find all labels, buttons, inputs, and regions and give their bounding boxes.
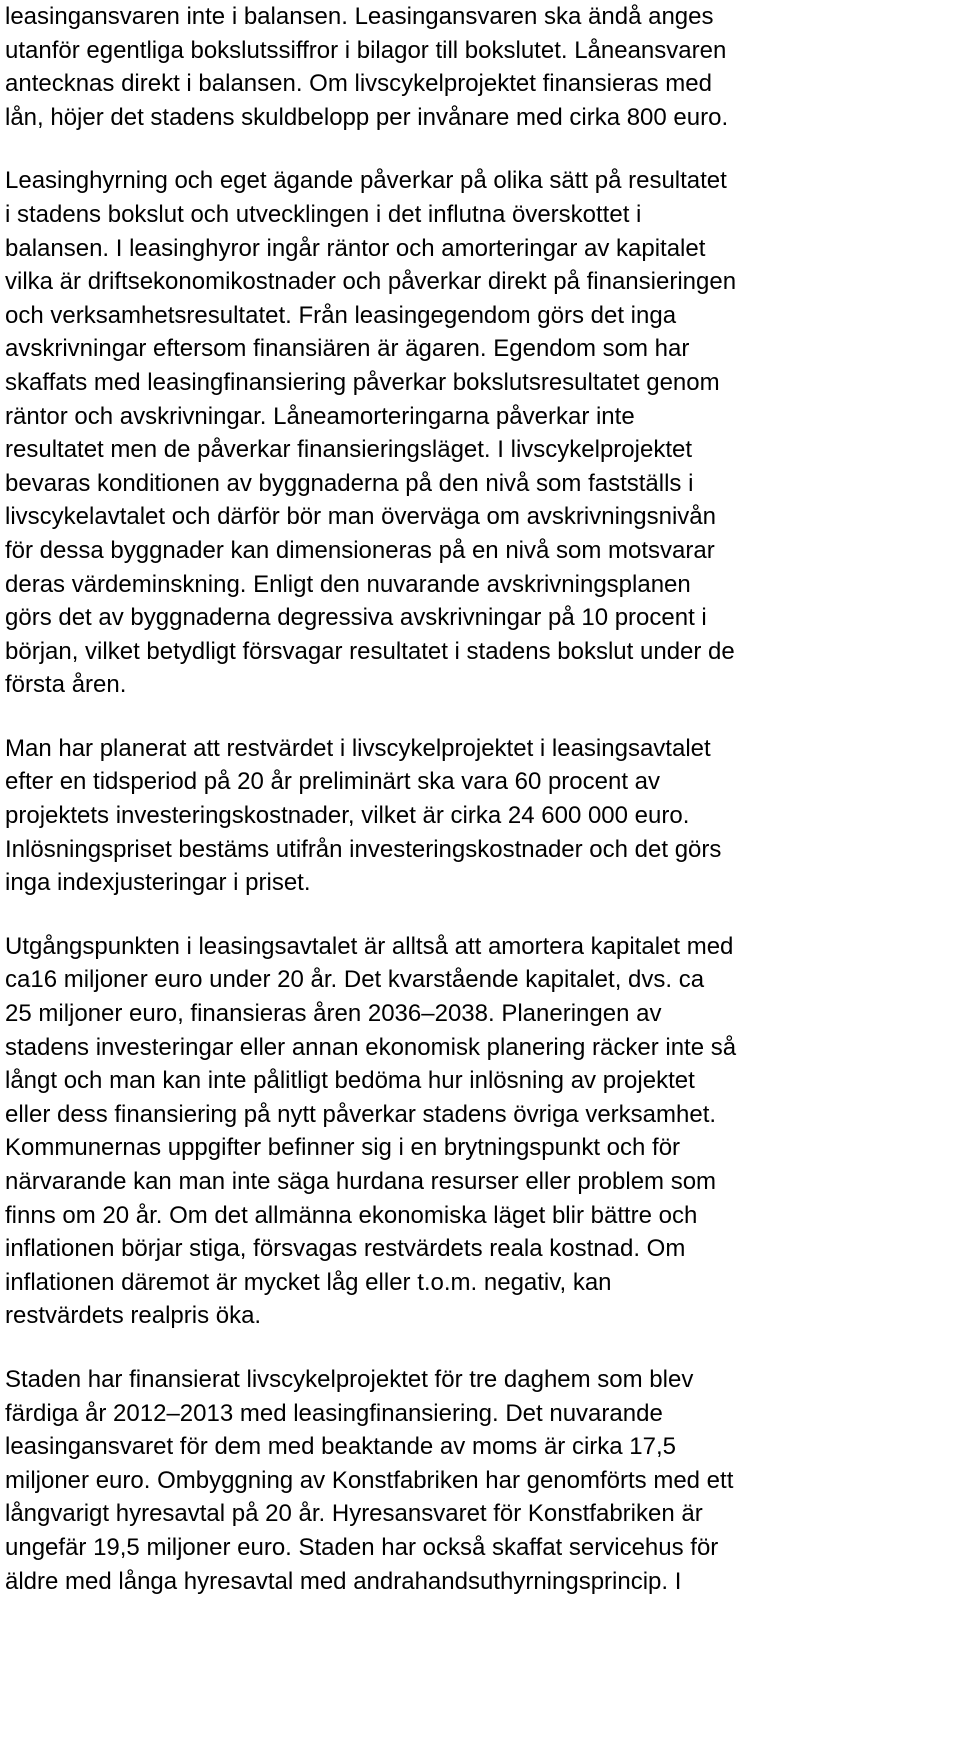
text-line: resultatet men de påverkar finansieringsläget. I livscykelprojektet bbox=[5, 436, 692, 464]
paragraph-balance-sheet bbox=[5, 0, 960, 134]
text-line: 25 miljoner euro, finansieras åren 2036–2038. Planeringen av bbox=[5, 1000, 662, 1028]
text-line: vilka är driftsekonomikostnader och påverkar direkt på finansieringen bbox=[5, 268, 737, 296]
text-line: Kommunernas uppgifter befinner sig i en brytningspunkt och för bbox=[5, 1134, 681, 1162]
text-line: livscykelavtalet och därför bör man överväga om avskrivningsnivån bbox=[5, 503, 716, 531]
text-line: avskrivningar eftersom finansiären är ägaren. Egendom som har bbox=[5, 335, 690, 363]
text-line: restvärdets realpris öka. bbox=[5, 1302, 262, 1330]
text-line: Man har planerat att restvärdet i livscykelprojektet i leasingsavtalet bbox=[5, 734, 711, 762]
paragraph-starting-point bbox=[5, 930, 960, 1333]
text-line: skaffats med leasingfinansiering påverkar bokslutsresultatet genom bbox=[5, 368, 720, 396]
text-line: görs det av byggnaderna degressiva avskrivningar på 10 procent i bbox=[5, 604, 707, 632]
text-line: räntor och avskrivningar. Låneamorteringarna påverkar inte bbox=[5, 402, 635, 430]
text-line: långvarigt hyresavtal på 20 år. Hyresansvaret för Konstfabriken är bbox=[5, 1500, 703, 1528]
text-line: efter en tidsperiod på 20 år preliminärt ska vara 60 procent av bbox=[5, 768, 661, 796]
text-line: i stadens bokslut och utvecklingen i det influtna överskottet i bbox=[5, 200, 642, 228]
text-line: stadens investeringar eller annan ekonomisk planering räcker inte så bbox=[5, 1033, 737, 1061]
text-line: lån, höjer det stadens skuldbelopp per invånare med cirka 800 euro. bbox=[5, 103, 729, 131]
text-line: bevaras konditionen av byggnaderna på den nivå som fastställs i bbox=[5, 469, 694, 497]
text-line: för dessa byggnader kan dimensioneras på en nivå som motsvarar bbox=[5, 536, 715, 564]
text-line: finns om 20 år. Om det allmänna ekonomiska läget blir bättre och bbox=[5, 1201, 698, 1229]
text-line: början, vilket betydligt försvagar resultatet i stadens bokslut under de bbox=[5, 637, 735, 665]
text-line: närvarande kan man inte säga hurdana resurser eller problem som bbox=[5, 1168, 717, 1195]
text-line: antecknas direkt i balansen. Om livscykelprojektet finansieras med bbox=[5, 70, 712, 98]
text-line: balansen. I leasinghyror ingår räntor och amorteringar av kapitalet bbox=[5, 234, 706, 262]
text-line: Inlösningspriset bestäms utifrån investeringskostnader och det görs bbox=[5, 835, 722, 863]
text-line: ungefär 19,5 miljoner euro. Staden har också skaffat servicehus för bbox=[5, 1533, 719, 1561]
text-line: projektets investeringskostnader, vilket är cirka 24 600 000 euro. bbox=[5, 802, 690, 830]
text-line: leasingansvaren inte i balansen. Leasingansvaren ska ändå anges bbox=[5, 3, 714, 30]
text-line: miljoner euro. Ombyggning av Konstfabriken har genomförts med ett bbox=[5, 1466, 734, 1494]
paragraph-residual-value bbox=[5, 732, 960, 900]
text-line: Staden har finansierat livscykelprojektet för tre daghem som blev bbox=[5, 1365, 694, 1393]
text-line: inflationen börjar stiga, försvagas restvärdets reala kostnad. Om bbox=[5, 1235, 686, 1263]
text-line: inga indexjusteringar i priset. bbox=[5, 869, 311, 897]
text-line: och verksamhetsresultatet. Från leasingegendom görs det inga bbox=[5, 301, 677, 329]
text-line: första åren. bbox=[5, 671, 127, 699]
paragraph-leasing-vs-ownership bbox=[5, 164, 960, 702]
text-line: Utgångspunkten i leasingsavtalet är alltså att amortera kapitalet med bbox=[5, 932, 734, 960]
text-line: leasingansvaret för dem med beaktande av moms är cirka 17,5 bbox=[5, 1433, 677, 1461]
text-line: ca16 miljoner euro under 20 år. Det kvarstående kapitalet, dvs. ca bbox=[5, 966, 705, 994]
text-line: inflationen däremot är mycket låg eller t.o.m. negativ, kan bbox=[5, 1268, 612, 1296]
text-line: Leasinghyrning och eget ägande påverkar på olika sätt på resultatet bbox=[5, 167, 727, 195]
text-line: eller dess finansiering på nytt påverkar stadens övriga verksamhet. bbox=[5, 1100, 717, 1128]
text-line: långt och man kan inte pålitligt bedöma hur inlösning av projektet bbox=[5, 1067, 695, 1095]
text-line: äldre med långa hyresavtal med andrahandsuthyrningsprincip. I bbox=[5, 1567, 682, 1595]
text-line: deras värdeminskning. Enligt den nuvarande avskrivningsplanen bbox=[5, 570, 691, 598]
text-line: utanför egentliga bokslutssiffror i bilagor till bokslutet. Låneansvaren bbox=[5, 36, 727, 64]
paragraph-daycare-financing bbox=[5, 1363, 960, 1598]
text-line: färdiga år 2012–2013 med leasingfinansiering. Det nuvarande bbox=[5, 1399, 663, 1427]
